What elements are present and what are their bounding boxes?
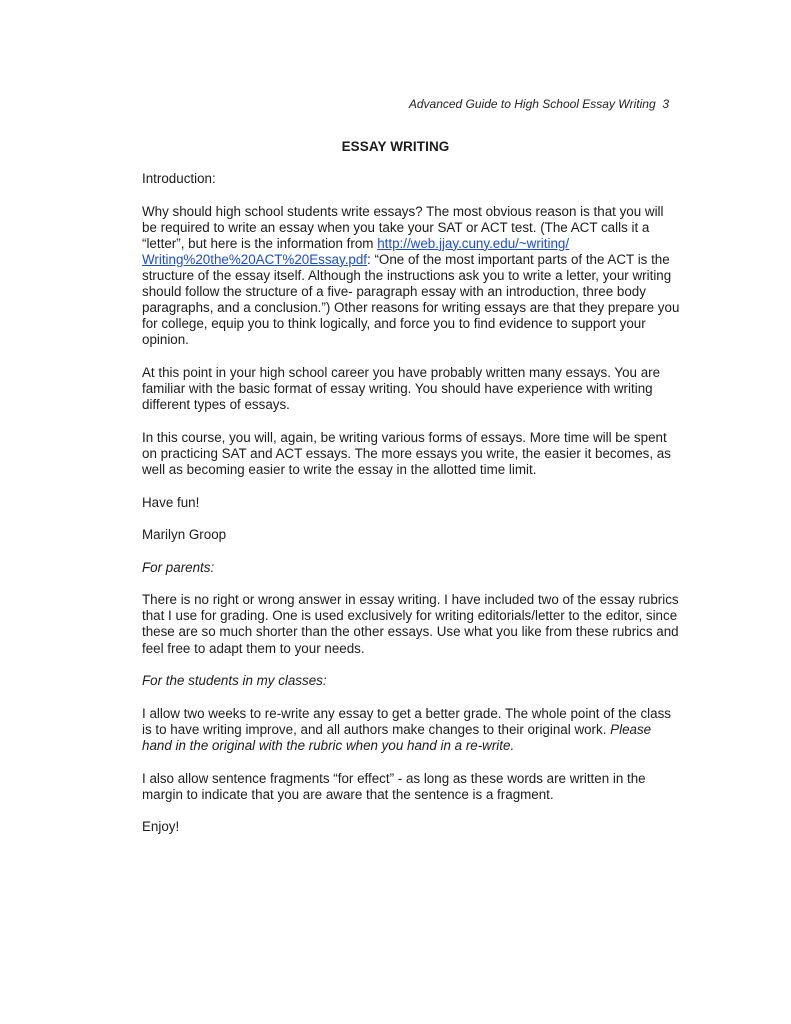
parents-paragraph: There is no right or wrong answer in essay writing. I have included two of the essay rubrics that I use for grading. One is used exclusively for writing editorials/letter to the editor, since these are so much shorter than the other essays. Use what you like from these rubrics and feel free to adapt them to your needs. — [142, 592, 679, 656]
students-paragraph — [142, 706, 682, 754]
running-title: Advanced Guide to High School Essay Writing — [408, 97, 656, 111]
students-text: I allow two weeks to re-write any essay to get a better grade. The whole point of the class is to have writing improve, and all authors make changes to their original work. — [142, 705, 671, 737]
students-heading: For the students in my classes: — [142, 673, 327, 689]
intro-text-before-link: Why should high school students write essays? The most obvious reason is that you will be required to write an essay when you take your SAT or ACT test. (The ACT calls it a “letter”, but here is the information from — [142, 203, 664, 251]
document-body — [142, 171, 682, 852]
intro-paragraph — [142, 204, 682, 349]
page-number: 3 — [662, 97, 669, 111]
intro-label: Introduction: — [142, 171, 216, 186]
running-header — [409, 97, 669, 111]
final-line: Enjoy! — [142, 819, 180, 835]
intro-text-after-link: : “One of the most important parts of the ACT is the structure of the essay itself. Although the instructions ask you to write a letter, your writing should follow the structure of a five- paragraph essay with an introduction, three body paragraphs, and a conclusion.”) Other reasons for writing essays are that they prepare you for college, equip you to think logically, and force you to find evidence to support your opinion. — [142, 251, 680, 348]
page-title: ESSAY WRITING — [341, 139, 450, 154]
students-instruction: Please hand in the original with the rubric when you hand in a re-write. — [142, 721, 652, 753]
fragments-paragraph: I also allow sentence fragments “for effect” - as long as these words are written in the margin to indicate that you are aware that the sentence is a fragment. — [142, 770, 646, 802]
experience-paragraph: At this point in your high school career you have probably written many essays. You are familiar with the basic format of essay writing. You should have experience with writing different types of essays. — [142, 364, 661, 413]
parents-heading: For parents: — [142, 559, 215, 575]
course-paragraph: In this course, you will, again, be writing various forms of essays. More time will be spent on practicing SAT and ACT essays. The more essays you write, the easier it becomes, as well as becoming easier to write the essay in the allotted time limit. — [142, 429, 671, 477]
act-essay-link[interactable]: http://web.jjay.cuny.edu/~writing/ Writing%20the%20ACT%20Essay.pdf — [142, 235, 570, 267]
author-name: Marilyn Groop — [142, 527, 227, 543]
closing-line: Have fun! — [142, 494, 200, 510]
